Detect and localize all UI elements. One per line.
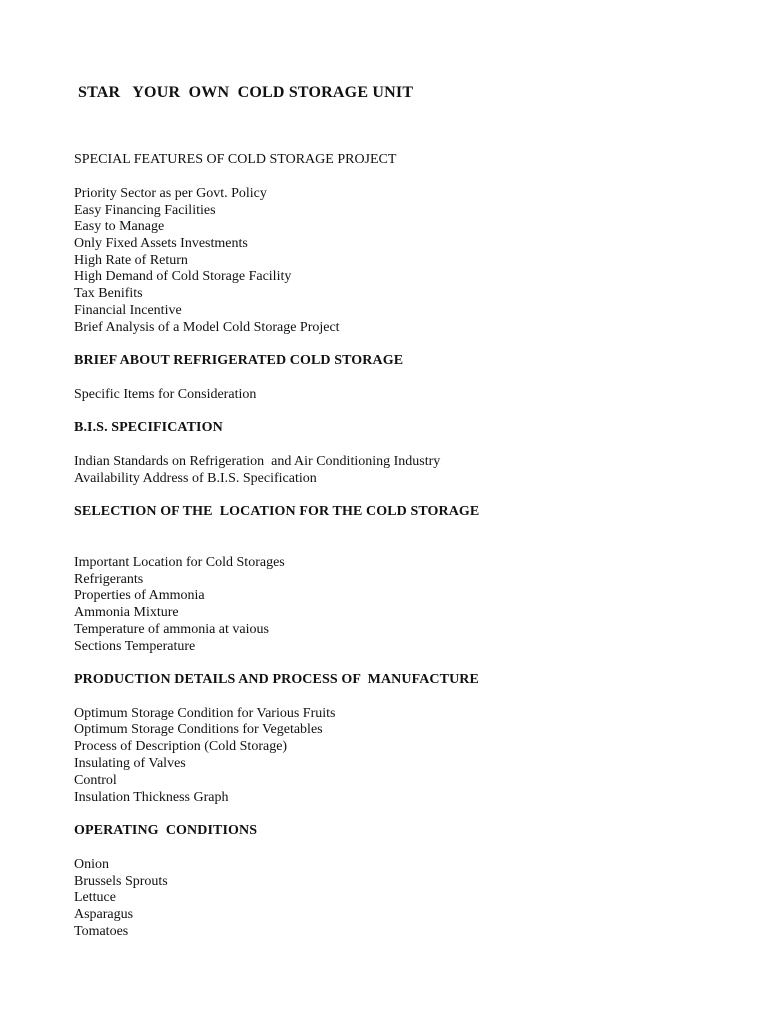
production-item: Process of Description (Cold Storage) (74, 739, 288, 754)
refrigerated-heading: BRIEF ABOUT REFRIGERATED COLD STORAGE (74, 353, 404, 368)
production-item: Control (74, 773, 117, 788)
location-item: Temperature of ammonia at vaious (74, 622, 269, 637)
location-item: Refrigerants (74, 572, 144, 587)
bis-item: Indian Standards on Refrigeration and Air Conditioning Industry (74, 454, 441, 469)
production-item: Optimum Storage Condition for Various Fruits (74, 706, 336, 721)
location-item: Important Location for Cold Storages (74, 555, 285, 570)
special-features-item: High Demand of Cold Storage Facility (74, 269, 292, 284)
special-features-item: Easy Financing Facilities (74, 203, 216, 218)
refrigerated-item: Specific Items for Consideration (74, 387, 257, 402)
production-item: Insulating of Valves (74, 756, 186, 771)
special-features-item: Easy to Manage (74, 219, 165, 234)
location-item: Ammonia Mixture (74, 605, 179, 620)
special-features-item: Only Fixed Assets Investments (74, 236, 248, 251)
special-features-item: Brief Analysis of a Model Cold Storage Project (74, 320, 340, 335)
operating-item: Brussels Sprouts (74, 874, 168, 889)
operating-heading: OPERATING CONDITIONS (74, 823, 258, 838)
special-features-item: Tax Benifits (74, 286, 143, 301)
special-features-item: Financial Incentive (74, 303, 182, 318)
bis-item: Availability Address of B.I.S. Specification (74, 471, 317, 486)
bis-heading: B.I.S. SPECIFICATION (74, 420, 223, 435)
location-heading: SELECTION OF THE LOCATION FOR THE COLD STORAGE (74, 504, 480, 519)
special-features-item: Priority Sector as per Govt. Policy (74, 186, 267, 201)
production-item: Optimum Storage Conditions for Vegetables (74, 722, 323, 737)
special-features-heading: SPECIAL FEATURES OF COLD STORAGE PROJECT (74, 152, 397, 167)
operating-item: Onion (74, 857, 109, 872)
location-item: Sections Temperature (74, 639, 196, 654)
operating-item: Tomatoes (74, 924, 129, 939)
operating-item: Lettuce (74, 890, 116, 905)
operating-item: Asparagus (74, 907, 134, 922)
special-features-item: High Rate of Return (74, 253, 188, 268)
location-item: Properties of Ammonia (74, 588, 205, 603)
document-title: STAR YOUR OWN COLD STORAGE UNIT (78, 84, 414, 101)
production-item: Insulation Thickness Graph (74, 790, 229, 805)
production-heading: PRODUCTION DETAILS AND PROCESS OF MANUFACTURE (74, 672, 479, 687)
